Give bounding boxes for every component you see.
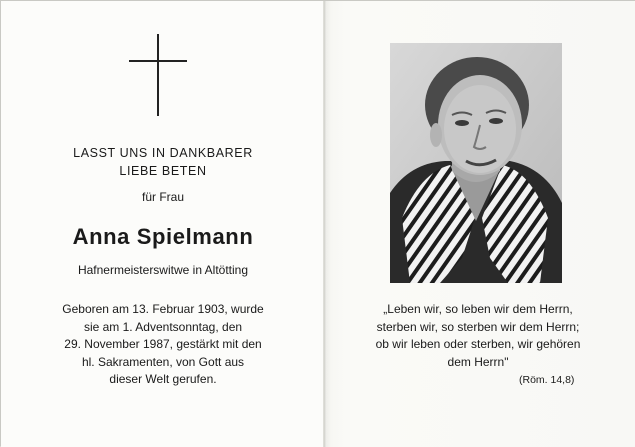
bio-line: dieser Welt gerufen. [109,372,217,386]
quote-reference: (Röm. 14,8) [519,374,575,386]
occupation: Hafnermeisterswitwe in Altötting [77,263,249,277]
bible-quote [347,301,609,371]
bio-line: 29. November 1987, gestärkt mit den [64,337,262,351]
card-fold [323,1,326,447]
fuer-frau: für Frau [141,190,184,204]
quote-line: sterben wir, so sterben wir dem Herrn; [376,319,580,334]
quote-line: „Leben wir, so leben wir dem Herrn, [383,302,573,316]
cross-icon [129,34,187,116]
prayer-line-2: LIEBE BETEN [119,164,207,178]
portrait-photo [390,43,562,283]
bio-line: Geboren am 13. Februar 1903, wurde [62,302,264,316]
quote-line: ob wir leben oder sterben, wir gehören [375,337,581,351]
biography [31,301,295,389]
prayer-heading [41,144,285,180]
prayer-line-1: LASST UNS IN DANKBARER [73,146,253,160]
deceased-name: Anna Spielmann [72,224,254,249]
bio-line: hl. Sakramenten, von Gott aus [81,354,245,369]
bio-line: sie am 1. Adventsonntag, den [83,319,243,334]
quote-line: dem Herrn" [447,354,509,369]
